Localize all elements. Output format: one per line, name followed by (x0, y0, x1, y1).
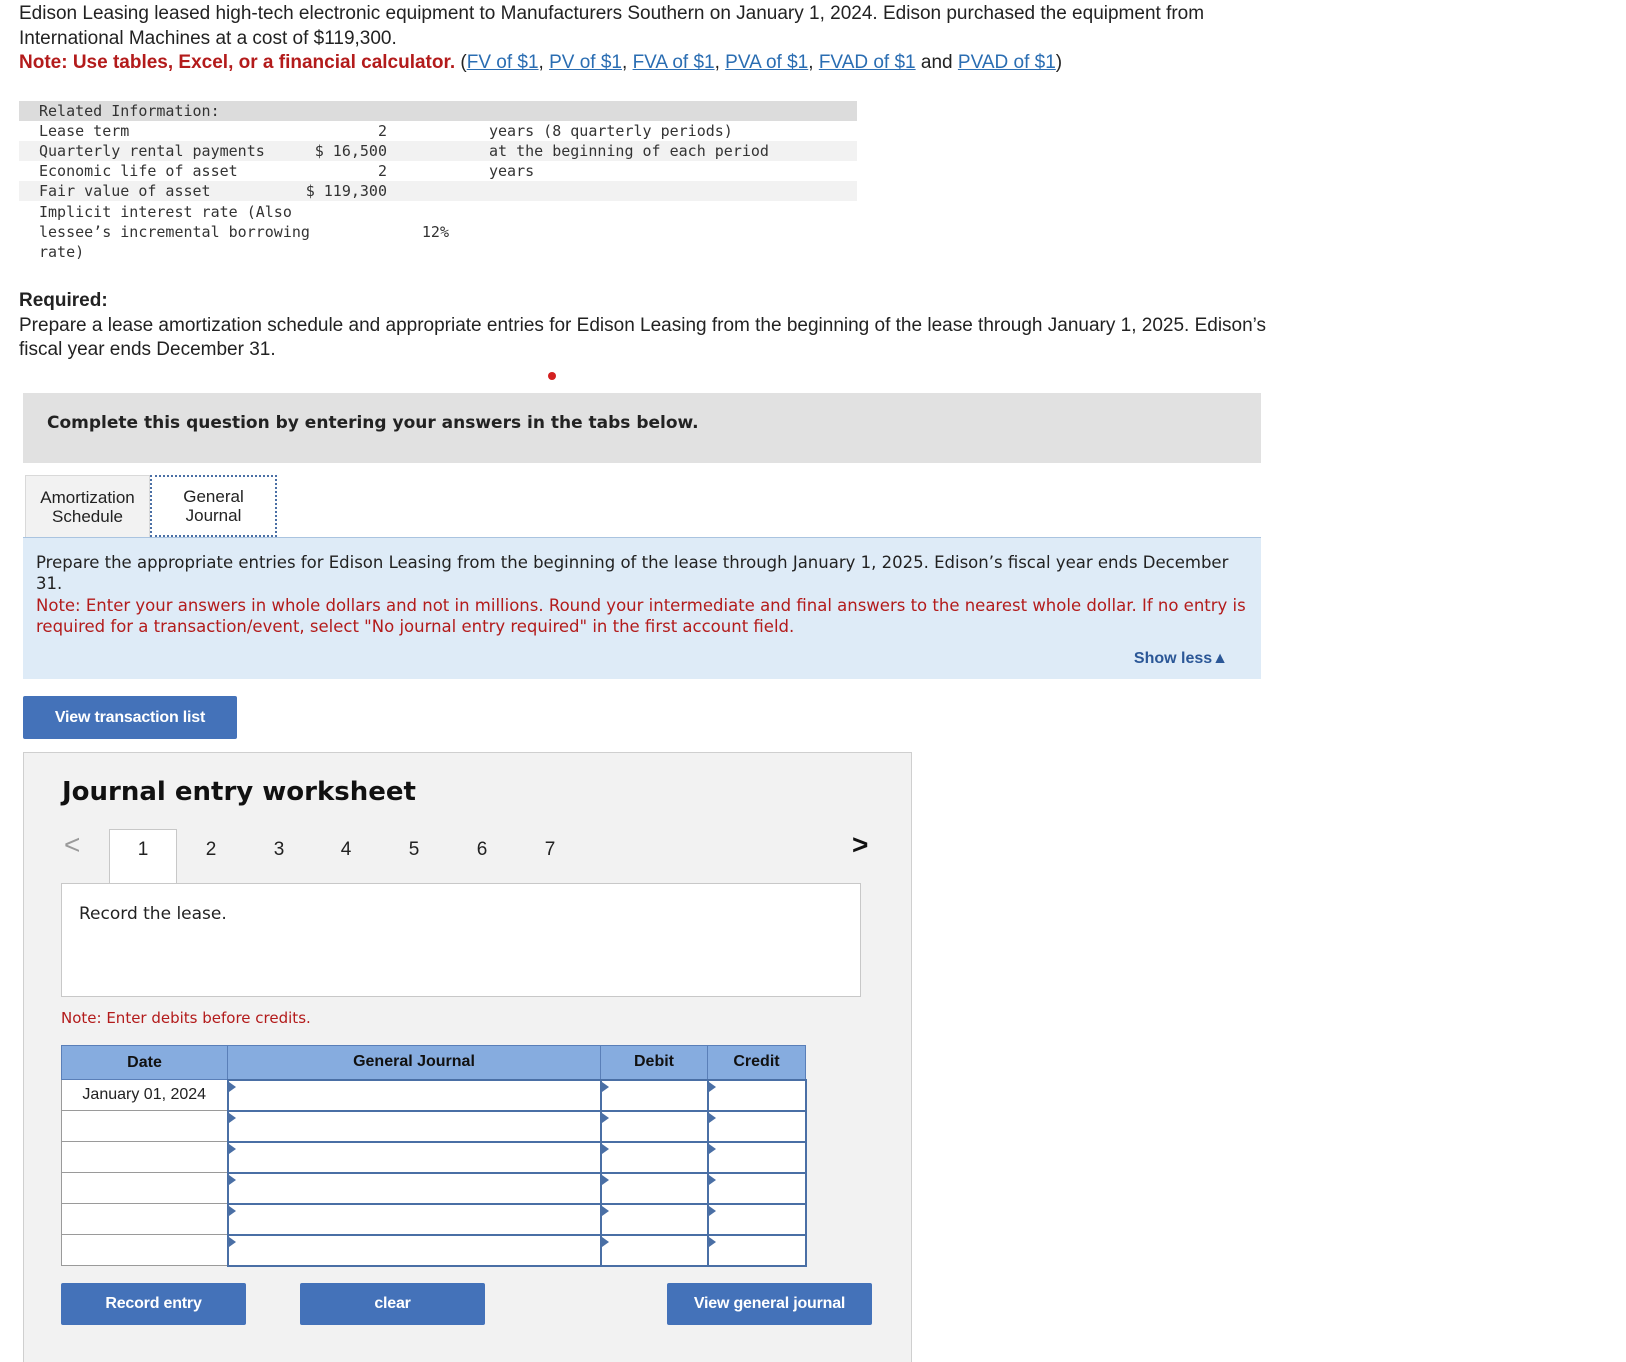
journal-entry-table (61, 1045, 807, 1267)
col-date: Date (62, 1046, 228, 1080)
dropdown-marker-icon (229, 1206, 236, 1216)
row-label: Implicit interest rate (Also lessee’s incremental borrowing rate) (39, 203, 310, 261)
step-3[interactable]: 3 (273, 839, 285, 860)
table-row (62, 1204, 806, 1235)
date-cell (62, 1173, 228, 1204)
table-row (62, 1111, 806, 1142)
worksheet-title: Journal entry worksheet (62, 777, 416, 807)
dropdown-marker-icon (229, 1113, 236, 1123)
date-cell (62, 1204, 228, 1235)
intro-note-label: Note: Use tables, Excel, or a financial calculator. (19, 52, 456, 73)
instructions-text: Prepare the appropriate entries for Edison Leasing from the beginning of the lease through January 1, 2025. Edison’s fiscal year ends December 31. (36, 553, 1229, 593)
link-fvad[interactable]: FVAD of $1 (818, 52, 916, 73)
transaction-description-box (61, 883, 861, 997)
input-marker-icon (709, 1113, 716, 1123)
step-4[interactable]: 4 (340, 839, 352, 860)
input-marker-icon (709, 1175, 716, 1185)
date-cell: January 01, 2024 (62, 1080, 228, 1111)
link-pvad[interactable]: PVAD of $1 (957, 52, 1056, 73)
table-row (62, 1080, 806, 1111)
debit-input[interactable] (601, 1204, 708, 1235)
related-row-economic-life (19, 161, 857, 181)
table-row (62, 1142, 806, 1173)
input-marker-icon (602, 1113, 609, 1123)
date-cell (62, 1142, 228, 1173)
link-fv[interactable]: FV of $1 (466, 52, 539, 73)
credit-input[interactable] (708, 1080, 806, 1111)
row-label: Lease term (39, 122, 130, 140)
credit-input[interactable] (708, 1111, 806, 1142)
step-6[interactable]: 6 (476, 839, 488, 860)
input-marker-icon (709, 1206, 716, 1216)
step-7[interactable]: 7 (544, 839, 556, 860)
input-marker-icon (709, 1144, 716, 1154)
show-less-link[interactable]: Show less▲ (1133, 650, 1228, 667)
related-row-quarterly-payments (19, 141, 857, 161)
input-marker-icon (602, 1237, 609, 1247)
debit-input[interactable] (601, 1142, 708, 1173)
required-text: Prepare a lease amortization schedule and appropriate entries for Edison Leasing from the beginning of the lease through January 1, 2025. Edison’s fiscal year ends December 31. (19, 314, 1267, 360)
clear-button[interactable]: clear (300, 1283, 485, 1325)
table-row (62, 1235, 806, 1266)
unanswered-dot-icon (548, 372, 556, 380)
account-input[interactable] (228, 1080, 601, 1111)
input-marker-icon (602, 1206, 609, 1216)
col-credit: Credit (708, 1046, 806, 1080)
credit-input[interactable] (708, 1235, 806, 1266)
credit-input[interactable] (708, 1204, 806, 1235)
row-value: 12% (421, 223, 449, 241)
chevron-right-icon[interactable]: > (852, 829, 869, 860)
credit-input[interactable] (708, 1142, 806, 1173)
input-marker-icon (709, 1237, 716, 1247)
tab-amortization-schedule[interactable] (25, 475, 150, 537)
date-cell (62, 1235, 228, 1266)
related-info-title: Related Information: (39, 102, 220, 120)
table-row (62, 1173, 806, 1204)
debit-input[interactable] (601, 1111, 708, 1142)
instructions-banner (23, 393, 1261, 463)
tab-instructions (23, 537, 1261, 679)
related-info-header (19, 101, 857, 121)
account-input[interactable] (228, 1235, 601, 1266)
account-input[interactable] (228, 1142, 601, 1173)
row-unit: at the beginning of each period (489, 142, 769, 160)
row-value: 2 (377, 122, 387, 140)
record-entry-button[interactable]: Record entry (61, 1283, 246, 1325)
debit-input[interactable] (601, 1173, 708, 1204)
related-row-lease-term (19, 121, 857, 141)
dropdown-marker-icon (229, 1144, 236, 1154)
transaction-description: Record the lease. (79, 904, 227, 924)
col-general-journal: General Journal (228, 1046, 601, 1080)
row-label: Quarterly rental payments (39, 142, 265, 160)
instructions-note: Note: Enter your answers in whole dollars and not in millions. Round your intermediate and final answers to the nearest whole dollar. If no entry is required for a transaction/event, select "No journal entry required" in the first account field. (36, 596, 1246, 636)
chevron-left-icon[interactable]: < (64, 829, 81, 860)
dropdown-marker-icon (229, 1175, 236, 1185)
step-2[interactable]: 2 (205, 839, 217, 860)
step-1[interactable]: 1 (137, 839, 149, 860)
row-value: $ 16,500 (314, 142, 387, 160)
related-row-fair-value (19, 181, 857, 201)
account-input[interactable] (228, 1204, 601, 1235)
account-input[interactable] (228, 1173, 601, 1204)
row-label: Fair value of asset (39, 182, 211, 200)
tab-label: Amortization Schedule (40, 487, 135, 526)
link-pva[interactable]: PVA of $1 (725, 52, 809, 73)
credit-input[interactable] (708, 1173, 806, 1204)
input-marker-icon (709, 1082, 716, 1092)
input-marker-icon (602, 1144, 609, 1154)
intro-text: Edison Leasing leased high-tech electronic equipment to Manufacturers Southern on January 1, 2024. Edison purchased the equipment from International Machines at a cost of $119,300. (19, 3, 1205, 49)
table-header-row (62, 1046, 806, 1080)
debits-before-credits-note: Note: Enter debits before credits. (61, 1009, 311, 1027)
link-fva[interactable]: FVA of $1 (632, 52, 715, 73)
row-value: $ 119,300 (305, 182, 387, 200)
input-marker-icon (602, 1175, 609, 1185)
dropdown-marker-icon (229, 1237, 236, 1247)
journal-entry-worksheet (23, 752, 912, 1362)
banner-text: Complete this question by entering your answers in the tabs below. (47, 413, 699, 433)
tab-general-journal[interactable] (150, 475, 277, 537)
debit-input[interactable] (601, 1080, 708, 1111)
debit-input[interactable] (601, 1235, 708, 1266)
required-label: Required: (19, 290, 108, 311)
row-value: 2 (377, 162, 387, 180)
col-debit: Debit (601, 1046, 708, 1080)
link-pv[interactable]: PV of $1 (549, 52, 622, 73)
row-unit: years (489, 162, 535, 180)
and-text: and (920, 52, 953, 73)
row-unit: years (8 quarterly periods) (489, 122, 733, 140)
view-general-journal-button[interactable]: View general journal (667, 1283, 872, 1325)
view-transaction-list-button[interactable]: View transaction list (23, 696, 237, 739)
dropdown-marker-icon (229, 1082, 236, 1092)
date-cell (62, 1111, 228, 1142)
row-label: Economic life of asset (39, 162, 238, 180)
account-input[interactable] (228, 1111, 601, 1142)
tab-label: General Journal (183, 487, 244, 525)
related-row-interest-rate (19, 201, 857, 263)
step-5[interactable]: 5 (408, 839, 420, 860)
input-marker-icon (602, 1082, 609, 1092)
required-section (19, 289, 1289, 363)
problem-intro: Edison Leasing leased high-tech electronic equipment to Manufacturers Southern on January 1, 2024. Edison purchased the equipment from International Machines at a cost of $119,300. Note: Use tables, Excel, or a financial calculator. (FV of $1, PV of $1, FVA of $1, PVA of $1, FVAD of $1 and PVAD of $1) (19, 3, 1205, 73)
